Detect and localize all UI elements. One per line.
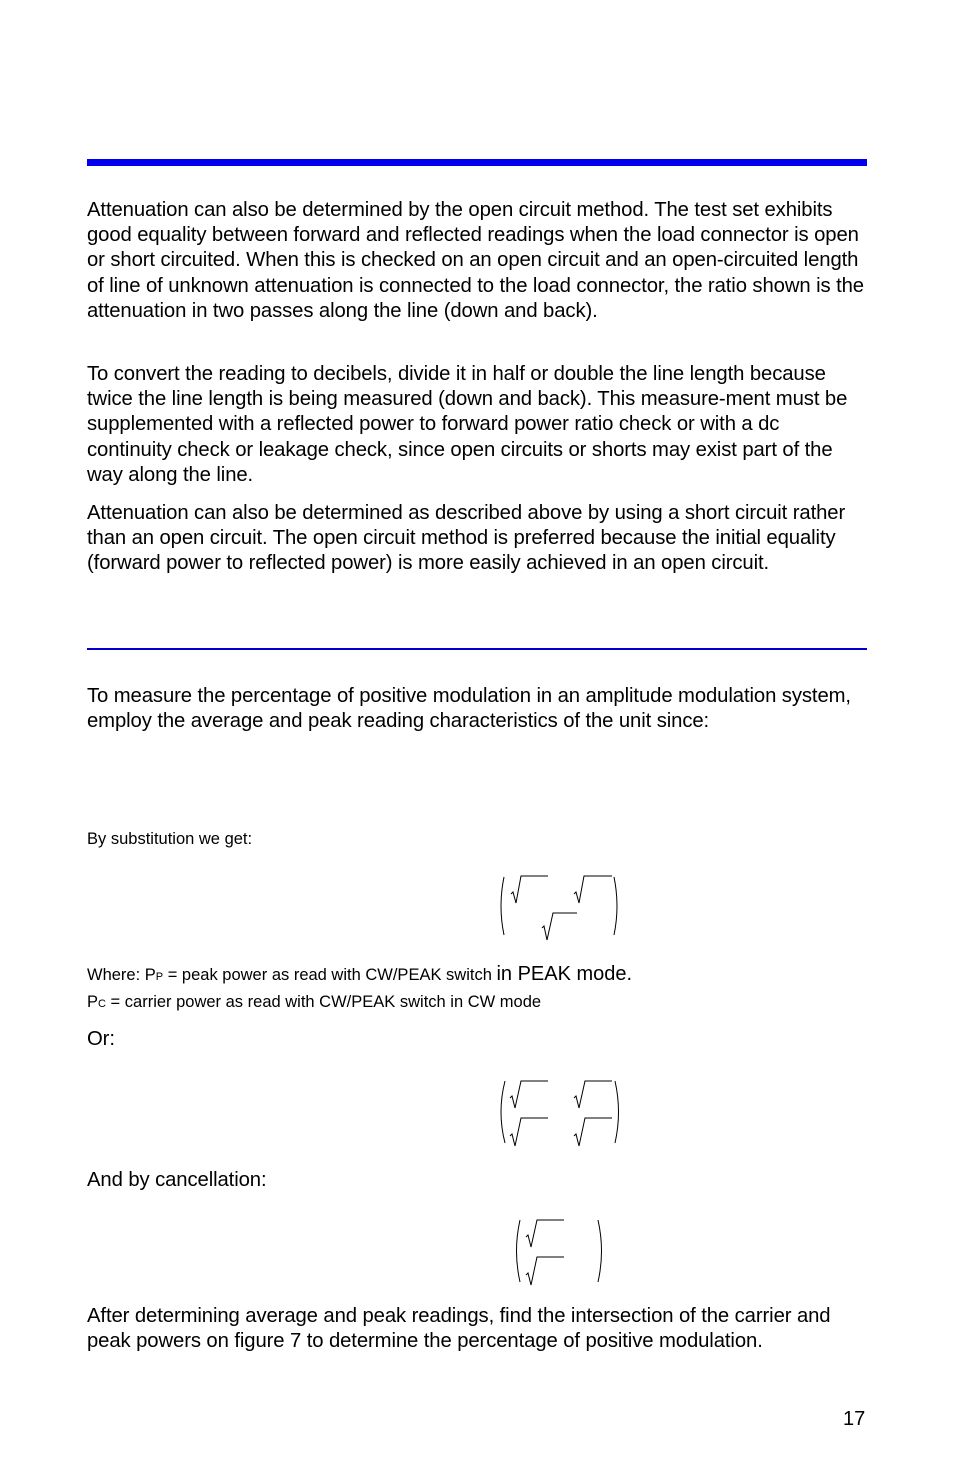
substitution-label: By substitution we get: [87, 830, 253, 848]
paragraph-conclusion: After determining average and peak readings, find the intersection of the carrier and peak powers on figure 7 to determine the percentage of positive modulation. [87, 1305, 831, 1353]
formula-ratio [497, 1078, 625, 1150]
page-number: 17 [843, 1408, 866, 1430]
paragraph-modulation-intro: To measure the percentage of positive modulation in an amplitude modulation system, employ the average and peak reading characteristics of the unit since: [87, 685, 851, 733]
cancellation-label: And by cancellation: [87, 1169, 267, 1191]
paragraph-open-circuit-method: Attenuation can also be determined by the open circuit method. The test set exhibits good equality between forward and reflected readings when the load connector is open or short circuited. When this is checked on an open circuit and an open-circuited length of line of unknown attenuation is connected to the load connector, the ratio shown is the attenuation in two passes along the line (down and back). [87, 199, 864, 322]
carrier-power-definition: PC = carrier power as read with CW/PEAK switch in CW mode [87, 993, 542, 1011]
or-label: Or: [87, 1028, 115, 1050]
section-divider-thick [87, 159, 867, 166]
section-divider-thin [87, 648, 867, 650]
paragraph-convert-decibels: To convert the reading to decibels, divide it in half or double the line length because twice the line length is being measured (down and back). This measure-ment must be supplemented with a reflected power to forward power ratio check or with a dc continuity check or leakage check, since open circuits or shorts may exist part of the way along the line. [87, 363, 848, 486]
paragraph-short-circuit: Attenuation can also be determined as described above by using a short circuit rather than an open circuit. The open circuit method is preferred because the initial equality (forward power to reflected power) is more easily achieved in an open circuit. [87, 502, 846, 575]
formula-cancelled [512, 1217, 610, 1289]
where-peak-power-definition: Where: PP = peak power as read with CW/PEAK switch in PEAK mode. [87, 963, 633, 985]
formula-substitution [498, 874, 623, 944]
